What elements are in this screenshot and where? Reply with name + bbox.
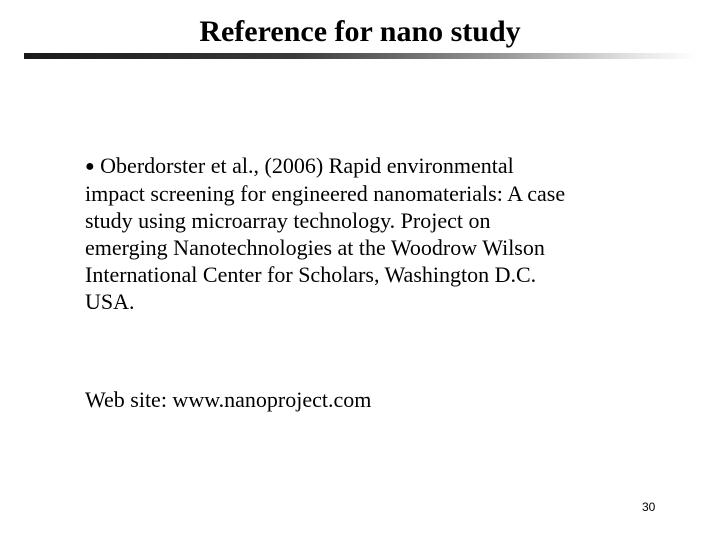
title-divider xyxy=(24,53,696,59)
reference-block xyxy=(85,152,645,315)
page-number: 30 xyxy=(642,500,656,514)
bullet-icon: ● xyxy=(85,158,95,175)
reference-text: Oberdorster et al., (2006) Rapid environmental impact screening for engineered nanomaterials: A case study using microarray technology. Project on emerging Nanotechnologies at the Woodrow Wilson International Center for Scholars, Washington D.C. USA. xyxy=(85,153,566,314)
slide-title: Reference for nano study xyxy=(199,15,521,48)
website-line: Web site: www.nanoproject.com xyxy=(85,387,372,412)
reference-entry xyxy=(85,152,645,315)
